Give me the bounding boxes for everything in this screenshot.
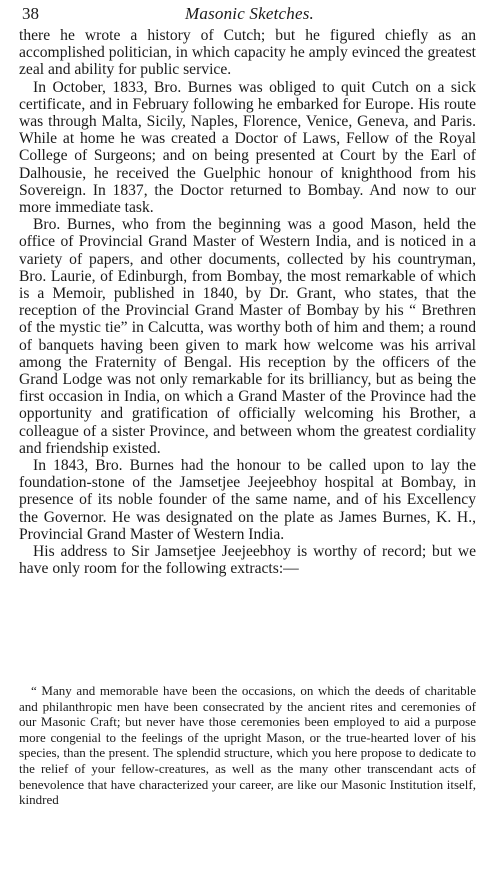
- paragraph-provincial-grand-master: Bro. Burnes, who from the beginning was a good Mason, held the office of Provincial Grand Master of Western India, and is noticed in a variety of papers, and other documents, collected by his countryman, Bro. Laurie, of Edinburgh, from Bombay, the most remarkable of which is a Memoir, published in 1840, by Dr. Grant, who states, that the reception of the Provincial Grand Master of Bombay by his “ Brethren of the mystic tie” in Calcutta, was worthy both of him and them; a round of banquets having been given to mark how welcome was his arrival among the Fraternity of Bengal. His reception by the officers of the Grand Lodge was not only remarkable for its brilliancy, but as being the first occasion in India, on which a Grand Master of the Province had the opportunity and gratification of officially welcoming his Brother, a colleague of a sister Province, and between whom the greatest cordiality and friendship existed.: [19, 216, 476, 457]
- page-number: 38: [22, 4, 39, 23]
- paragraph-address-intro: His address to Sir Jamsetjee Jeejeebhoy is worthy of record; but we have only room for the following extracts:—: [19, 543, 476, 578]
- body-text: [19, 27, 476, 578]
- running-title: Masonic Sketches.: [185, 4, 314, 23]
- paragraph-hospital-foundation: In 1843, Bro. Burnes had the honour to be called upon to lay the foundation-stone of the Jamsetjee Jeejeebhoy hospital at Bombay, in presence of its noble founder of the same name, and of his Excellency the Governor. He was designated on the plate as James Burnes, K. H., Provincial Grand Master of Western India.: [19, 457, 476, 543]
- paragraph-continuation: there he wrote a history of Cutch; but he figured chiefly as an accomplished politician, in which capacity he amply evinced the greatest zeal and ability for public service.: [19, 27, 476, 79]
- paragraph-journey-to-europe: In October, 1833, Bro. Burnes was obliged to quit Cutch on a sick certificate, and in February following he embarked for Europe. His route was through Malta, Sicily, Naples, Florence, Venice, Geneva, and Paris. While at home he was created a Doctor of Laws, Fellow of the Royal College of Surgeons; and on being presented at Court by the Earl of Dalhousie, he received the Guelphic honour of knighthood from his Sovereign. In 1837, the Doctor returned to Bombay. And now to our more immediate task.: [19, 78, 476, 217]
- running-head: [22, 4, 477, 26]
- quote-paragraph: “ Many and memorable have been the occasions, on which the deeds of charitable and philanthropic men have been consecrated by the ancient rites and ceremonies of our Masonic Craft; but never have those ceremonies been employed to aid a purpose more congenial to the feelings of the upright Mason, or the true-hearted lover of his species, than the present. The splendid structure, which you here propose to dedicate to the relief of your fellow-creatures, as well as the many other transcendant acts of benevolence that have characterized your career, are like our Masonic Institution itself, kindred: [19, 683, 476, 808]
- quoted-extract: [19, 683, 476, 808]
